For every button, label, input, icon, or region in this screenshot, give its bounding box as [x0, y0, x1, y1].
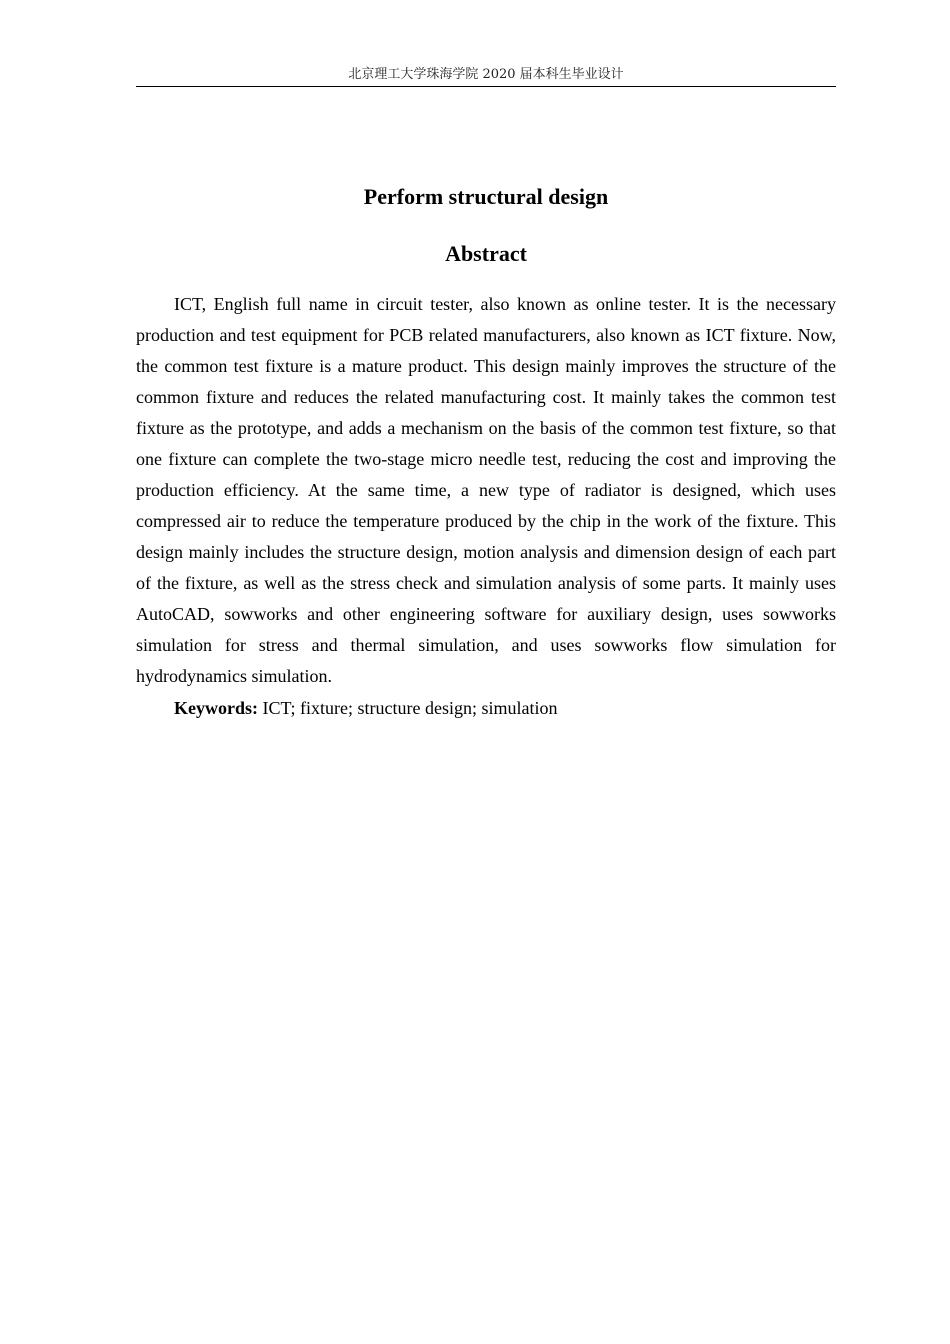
- keywords-line: [136, 693, 836, 724]
- keywords-list: ICT; fixture; structure design; simulation: [258, 698, 558, 718]
- keywords-label: Keywords:: [174, 698, 258, 718]
- running-header: 北京理工大学珠海学院 2020 届本科生毕业设计: [348, 67, 624, 82]
- abstract-paragraph: ICT, English full name in circuit tester, also known as online tester. It is the necessary production and test equipment for PCB related manufacturers, also known as ICT fixture. Now, the common test fixture is a mature product. This design mainly improves the structure of the common fixture and reduces the related manufacturing cost. It mainly takes the common test fixture as the prototype, and adds a mechanism on the basis of the common test fixture, so that one fixture can complete the two-stage micro needle test, reducing the cost and improving the production efficiency. At the same time, a new type of radiator is designed, which uses compressed air to reduce the temperature produced by the chip in the work of the fixture. This design mainly includes the structure design, motion analysis and dimension design of each part of the fixture, as well as the stress check and simulation analysis of some parts. It mainly uses AutoCAD, sowworks and other engineering software for auxiliary design, uses sowworks simulation for stress and thermal simulation, and uses sowworks flow simulation for hydrodynamics simulation.: [136, 294, 836, 686]
- document-title: Perform structural design: [363, 184, 609, 209]
- abstract-heading: Abstract: [445, 241, 527, 266]
- header-divider: [136, 86, 836, 87]
